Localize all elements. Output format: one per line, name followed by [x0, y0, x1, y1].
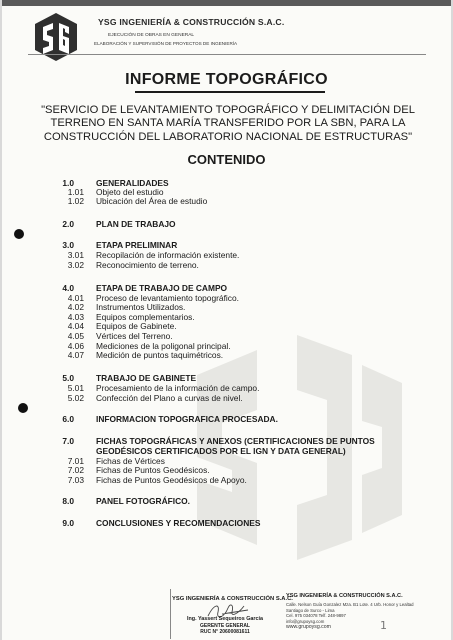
toc-title: Fichas de Vértices — [96, 456, 165, 466]
punch-hole-left-top — [14, 229, 24, 239]
toc-subsection — [2, 350, 451, 361]
toc-title: GEODÉSICOS CERTIFICADOS POR EL IGN Y DATA GENERAL) — [96, 446, 346, 456]
contents-heading: CONTENIDO — [187, 152, 266, 167]
toc-title: ETAPA PRELIMINAR — [96, 240, 178, 250]
toc-number: 7.01 — [67, 456, 84, 466]
toc-title: Equipos de Gabinete. — [96, 321, 177, 331]
toc-title: INFORMACION TOPOGRAFICA PROCESADA. — [96, 414, 278, 424]
toc-title: Recopilación de información existente. — [96, 250, 240, 260]
toc-section — [2, 414, 451, 425]
toc-title: Vértices del Terreno. — [96, 331, 173, 341]
toc-number: 4.07 — [67, 350, 84, 360]
contact-company: YSG INGENIERÍA & CONSTRUCCIÓN S.A.C. — [286, 593, 403, 599]
toc-title: ETAPA DE TRABAJO DE CAMPO — [96, 283, 228, 293]
toc-title: PLAN DE TRABAJO — [96, 219, 176, 229]
contact-email: info@grupoysg.com — [286, 618, 325, 624]
stamp-role: GERENTE GENERAL — [199, 623, 250, 629]
toc-title: Reconocimiento de terreno. — [96, 260, 199, 270]
contact-website: www.grupoysg.com — [286, 624, 331, 631]
document-page — [2, 0, 451, 640]
contact-address: Calle. Nelson Guía Gonzalez Mza. B1 Lote. 4 Urb. Honor y Lealtad — [286, 602, 414, 607]
toc-title: TRABAJO DE GABINETE — [96, 373, 197, 383]
toc-title: Procesamiento de la información de campo. — [96, 383, 260, 393]
contact-city: Santiago de Surco - Lima — [286, 607, 335, 613]
toc-title: PANEL FOTOGRÁFICO. — [96, 496, 190, 506]
toc-number: 6.0 — [62, 414, 74, 424]
toc-title: Fichas de Puntos Geodésicos. — [96, 465, 210, 475]
footer-contact — [286, 593, 436, 631]
company-tagline-2: ELABORACIÓN Y SUPERVISIÓN DE PROYECTOS DE INGENIERÍA — [94, 41, 238, 46]
toc-section — [2, 496, 451, 507]
contact-phone: Cel. 975 034078 Telf. 248-9897 — [286, 613, 346, 619]
toc-number: 3.0 — [62, 240, 74, 250]
toc-number: 7.0 — [62, 436, 74, 446]
toc-title: Medición de puntos taquimétricos. — [96, 350, 224, 360]
toc-number: 4.01 — [67, 293, 84, 303]
toc-number: 1.02 — [67, 196, 84, 206]
signature-stamp — [172, 596, 293, 636]
toc-number: 3.01 — [67, 250, 84, 260]
project-line: CONSTRUCCIÓN DEL LABORATORIO NACIONAL DE ESTRUCTURAS" — [43, 130, 413, 143]
toc-number: 7.02 — [67, 465, 84, 475]
toc-title: CONCLUSIONES Y RECOMENDACIONES — [96, 518, 261, 528]
toc-subsection — [2, 475, 451, 486]
toc-title: GENERALIDADES — [96, 178, 169, 188]
toc-number: 4.02 — [67, 302, 84, 312]
toc-number: 4.0 — [62, 283, 74, 293]
toc-number: 5.01 — [67, 383, 84, 393]
footer-divider — [170, 589, 171, 639]
project-line: "SERVICIO DE LEVANTAMIENTO TOPOGRÁFICO Y DELIMITACIÓN DEL — [41, 104, 415, 116]
toc-title: Confección del Plano a curvas de nivel. — [96, 393, 243, 403]
toc-subsection — [2, 260, 451, 271]
toc-title: Ubicación del Área de estudio — [96, 196, 208, 206]
toc-title: Instrumentos Utilizados. — [96, 302, 186, 312]
toc-number: 2.0 — [62, 219, 74, 229]
page-number: 1 — [380, 619, 387, 632]
toc-subsection — [2, 393, 451, 404]
toc-number: 7.03 — [67, 475, 84, 485]
stamp-company: YSG INGENIERÍA & CONSTRUCCIÓN S.A.C. — [172, 596, 293, 602]
toc-number: 4.04 — [67, 321, 84, 331]
toc-title: Mediciones de la poligonal principal. — [96, 341, 231, 351]
toc-number: 4.06 — [67, 341, 84, 351]
stamp-ruc: RUC N° 20600081611 — [200, 629, 250, 635]
stamp-engineer: Ing. Yassert Sequeiros García — [186, 616, 263, 622]
toc-title: Fichas de Puntos Geodésicos de Apoyo. — [96, 475, 247, 485]
toc-number: 4.03 — [67, 312, 84, 322]
toc-title: Equipos complementarios. — [96, 312, 195, 322]
toc-number: 1.01 — [67, 187, 84, 197]
toc-number: 4.05 — [67, 331, 84, 341]
toc-title: Proceso de levantamiento topográfico. — [96, 293, 239, 303]
toc-title: Objeto del estudio — [96, 187, 164, 197]
company-name: YSG INGENIERÍA & CONSTRUCCIÓN S.A.C. — [98, 17, 285, 27]
toc-subsection — [2, 196, 451, 207]
toc-number: 8.0 — [62, 496, 74, 506]
toc-number: 5.0 — [62, 373, 74, 383]
toc-number: 9.0 — [62, 518, 74, 528]
toc-section — [2, 219, 451, 230]
punch-hole-left-bottom — [18, 403, 28, 413]
toc-number: 3.02 — [67, 260, 84, 270]
toc-title: FICHAS TOPOGRÁFICAS Y ANEXOS (CERTIFICACIONES DE PUNTOS — [96, 436, 375, 446]
project-line: TERRENO EN SANTA MARÍA TRANSFERIDO POR LA SBN, PARA LA — [50, 117, 406, 130]
toc-number: 1.0 — [62, 178, 74, 188]
company-tagline-1: EJECUCIÓN DE OBRAS EN GENERAL — [108, 33, 195, 38]
toc-number: 5.02 — [67, 393, 84, 403]
table-of-contents — [2, 0, 451, 640]
document-title: INFORME TOPOGRÁFICO — [125, 71, 328, 88]
toc-section — [2, 518, 451, 529]
